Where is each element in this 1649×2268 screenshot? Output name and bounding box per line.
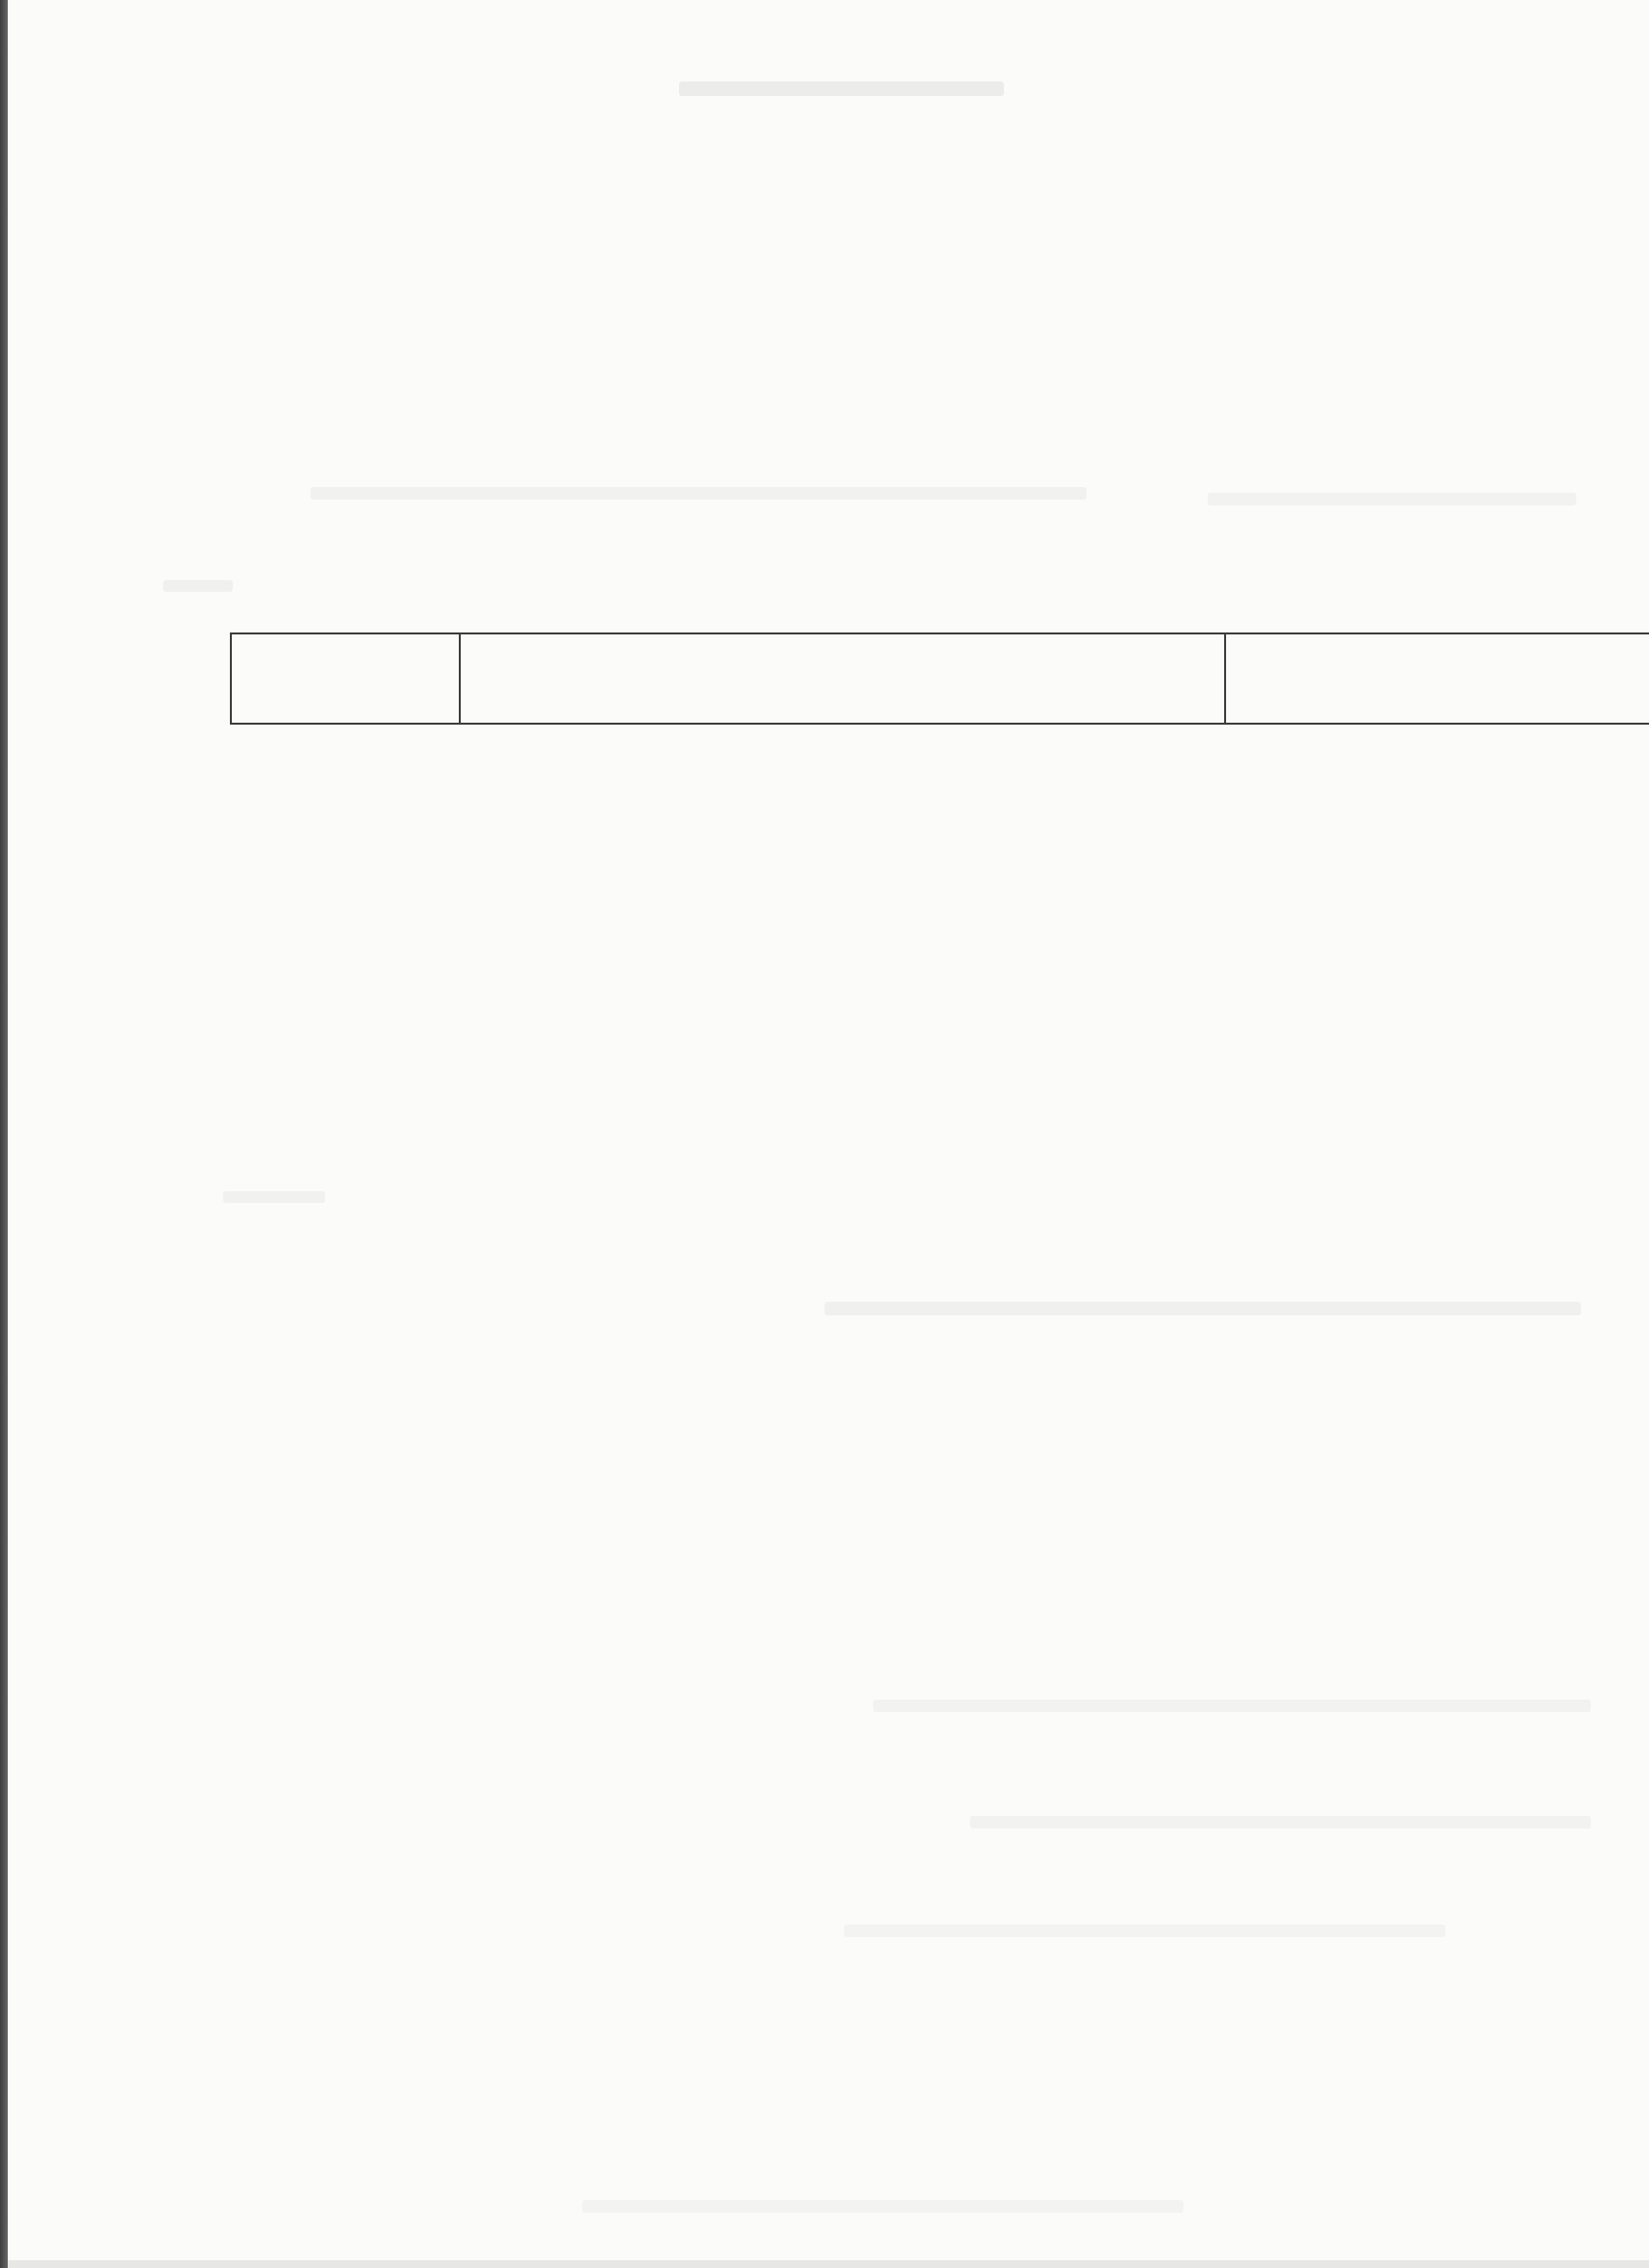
column-header-traditional-lesson [1225,633,1649,724]
scan-bottom-edge-strip [8,2260,1649,2268]
scan-artifact [844,1925,1445,1937]
scan-artifact [970,1816,1591,1829]
scan-artifact [873,1700,1591,1712]
comparison-table [230,632,1649,725]
scan-artifact [1208,493,1576,505]
scan-artifact [679,81,1004,96]
column-header-lesson-parameter [231,633,460,724]
scan-artifact [223,1191,325,1203]
column-header-ict-lesson [460,633,1225,724]
scan-artifact [824,1302,1581,1315]
scan-left-edge-strip [0,0,8,2268]
scan-artifact [163,580,233,592]
scan-artifact [582,2200,1183,2213]
table-header [231,633,1649,724]
scan-artifact [310,487,1086,500]
